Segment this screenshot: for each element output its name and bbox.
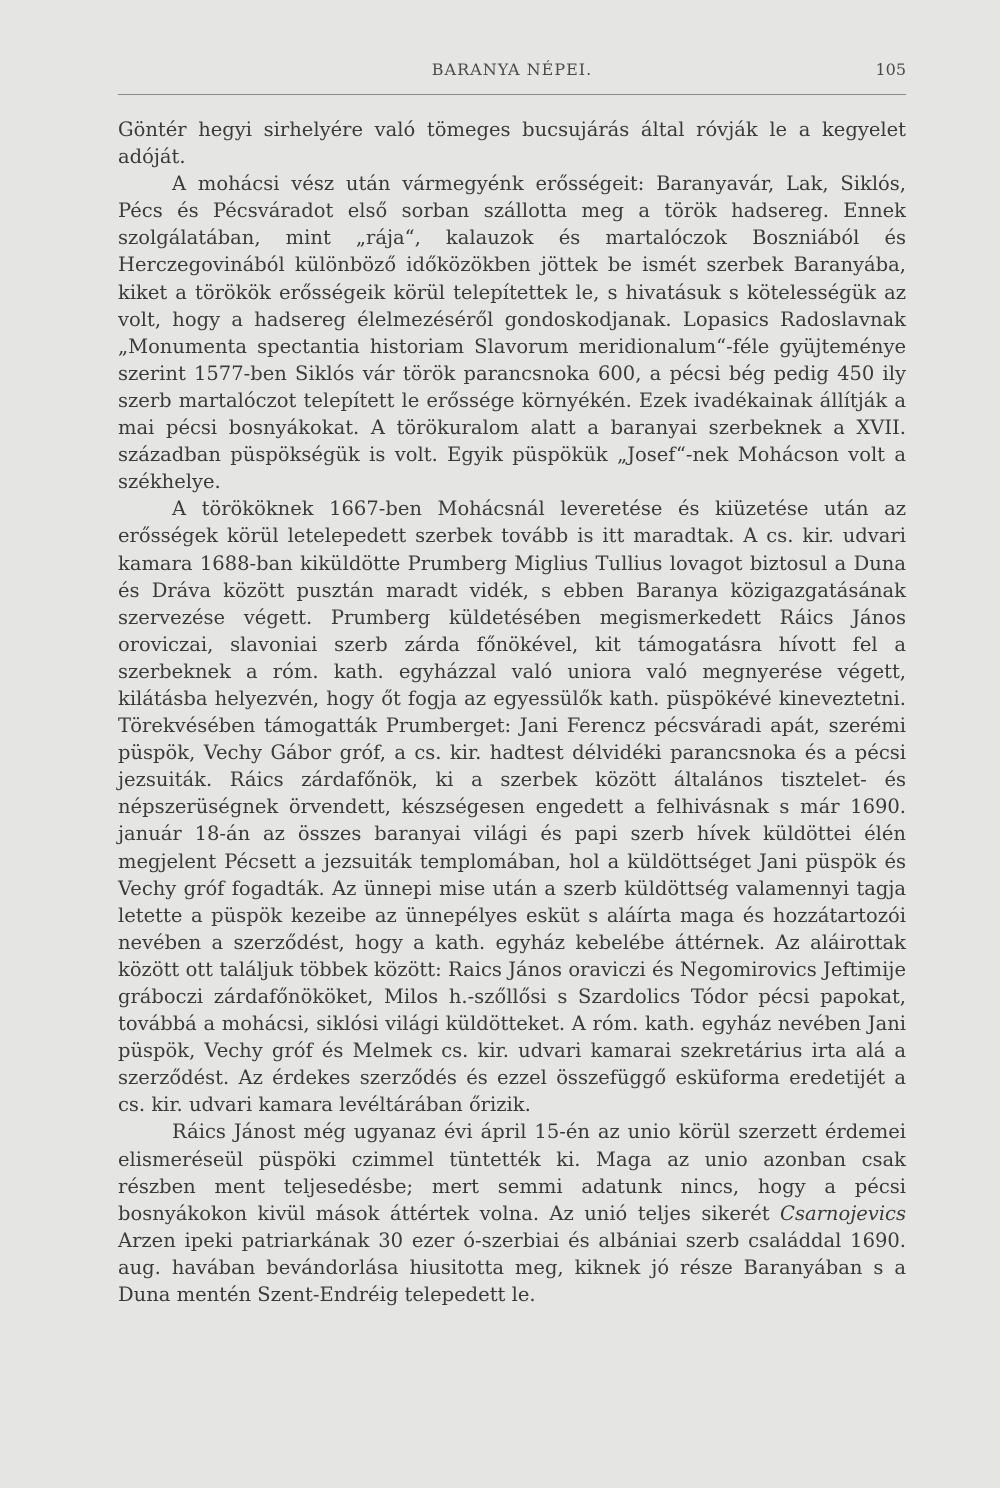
paragraph-1: Göntér hegyi sirhelyére való tömeges bucsujárás által róvják le a kegyelet adóját. bbox=[118, 118, 906, 169]
paragraph-2: A mohácsi vész után vármegyénk erősségeit: Baranyavár, Lak, Siklós, Pécs és Pécsváradot első sorban szállotta meg a török hadsereg. Ennek szolgálatában, mint „rája“, kalauzok és martalóczok Boszniából és Herczegovinából különböző időközökben jöttek be ismét szerbek Baranyába, kiket a törökök erősségeik körül telepítettek le, s hivatásuk s kötelességük az volt, hogy a hadsereg élelmezéséről gondoskodjanak. Lopasics Radoslavnak „Monumenta spectantia historiam Slavorum meridionalum“-féle gyüjteménye szerint 1577-ben Siklós vár török parancsnoka 600, a pécsi bég pedig 450 ily szerb martalóczot telepített le erőssége környékén. Ezek ivadékainak állítják a mai pécsi bosnyákokat. A törökuralom alatt a baranyai szerbeknek a XVII. században püspökségük is volt. Egyik püspökük „Josef“-nek Mohácson volt a székhelye. bbox=[118, 172, 906, 494]
paragraph-4-text-after: Arzen ipeki patriarkának 30 ezer ó-szerbiai és albániai szerb családdal 1690. aug. havában bevándorlása hiusitotta meg, kiknek jó része Baranyában s a Duna mentén Szent-Endréig telepedett le. bbox=[118, 1228, 906, 1307]
body-text bbox=[118, 116, 906, 1308]
running-title: BARANYA NÉPEI. bbox=[431, 60, 593, 79]
paragraph-3: A törököknek 1667-ben Mohácsnál leveretése és kiüzetése után az erősségek körül letelepedett szerbek tovább is itt maradtak. A cs. kir. udvari kamara 1688-ban kiküldötte Prumberg Miglius Tullius lovagot biztosul a Duna és Dráva között pusztán maradt vidék, s ebben Baranya közigazgatásának szervezése végett. Prumberg küldetésében megismerkedett Ráics János oroviczai, slavoniai szerb zárda főnökével, kit támogatásra hívott fel a szerbeknek a róm. kath. egyházzal való uniora való megnyerése végett, kilátásba helyezvén, hogy őt fogja az egyessülők kath. püspökévé kineveztetni. Törekvésében támogatták Prumberget: Jani Ferencz pécsváradi apát, szerémi püspök, Vechy Gábor gróf, a cs. kir. hadtest délvidéki parancsnoka és a pécsi jezsuiták. Ráics zárdafőnök, ki a szerbek között általános tisztelet- és népszerüségnek örvendett, készségesen engedett a felhivásnak s már 1690. január 18-án az összes baranyai világi és papi szerb hívek küldöttei élén megjelent Pécsett a jezsuiták templomában, hol a küldöttséget Jani püspök és Vechy gróf fogadták. Az ünnepi mise után a szerb küldöttség valamennyi tagja letette a püspök kezeibe az ünnepélyes esküt s aláírta maga és hozzátartozói nevében a szerződést, hogy a kath. egyház kebelébe áttérnek. Az aláirottak között ott találjuk többek között: Raics János oraviczi és Negomirovics Jeftimije gráboczi zárdafőnököket, Milos h.-szőllősi s Szardolics Tódor pécsi papokat, továbbá a mohácsi, siklósi világi küldötteket. A róm. kath. egyház nevében Jani püspök, Vechy gróf és Melmek cs. kir. udvari kamarai szekretárius irta alá a szerződést. Az érdekes szerződés és ezzel összefüggő esküforma eredetijét a cs. kir. udvari kamara levéltárában őrizik. bbox=[118, 497, 906, 1117]
paragraph-4-italic-name: Csarnojevics bbox=[780, 1201, 906, 1225]
paragraph-4 bbox=[118, 1118, 906, 1308]
header-rule bbox=[118, 94, 906, 95]
paragraph-4-text-before: Ráics Jánost még ugyanaz évi ápril 15-én az unio körül szerzett érdemei elismeréseül püspöki czimmel tüntették ki. Maga az unio azonban csak részben ment teljesedésbe; mert semmi adatunk nincs, hogy a pécsi bosnyákokon kivül mások áttértek volna. Az unió teljes sikerét bbox=[118, 1120, 906, 1225]
page-header bbox=[118, 60, 906, 90]
page-number: 105 bbox=[875, 60, 906, 79]
